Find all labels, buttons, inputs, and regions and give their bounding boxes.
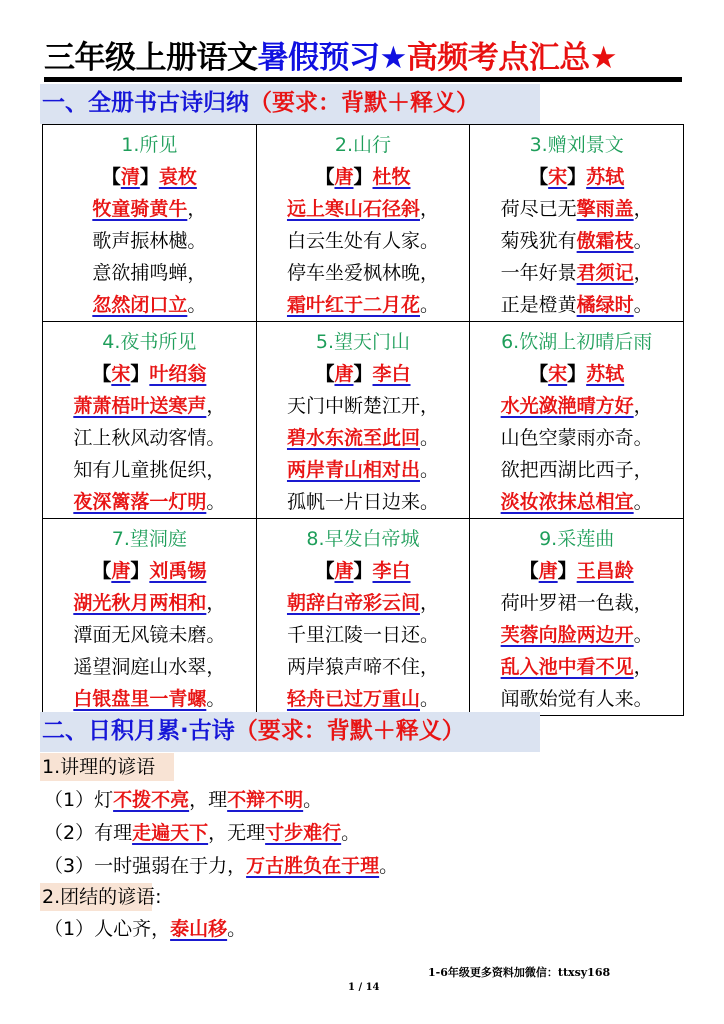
poem-dynasty: 清	[120, 166, 140, 188]
text: ，	[206, 592, 226, 614]
emphasized-text: 不拨不亮	[113, 789, 190, 811]
poem-title: 2.山行	[334, 134, 392, 156]
poem-line	[470, 651, 683, 683]
bracket-right: 】	[130, 363, 150, 385]
poem-line	[257, 651, 470, 683]
proverb-item	[44, 785, 322, 815]
text: 。	[633, 491, 653, 513]
poem-dynasty: 宋	[548, 363, 568, 385]
title-preview: 暑假预习	[257, 40, 380, 76]
text: （3）一时强弱在于力，	[44, 855, 247, 877]
poem-row	[43, 519, 684, 716]
text: ，	[633, 262, 653, 284]
poem-line	[257, 289, 470, 321]
emphasized-text: 寸步难行	[265, 822, 342, 844]
poem-line	[257, 225, 470, 257]
text: 。	[419, 459, 439, 481]
text: 闻歌始觉有人来。	[500, 688, 653, 710]
poem-title: 6.饮湖上初晴后雨	[501, 331, 653, 353]
text: 天门中断楚江开，	[286, 395, 439, 417]
bracket-left: 【	[315, 166, 335, 188]
poem-author	[470, 555, 683, 587]
emphasized-text: 万古胜负在于理	[246, 855, 380, 877]
text: 两岸猿声啼不住，	[286, 656, 439, 678]
text: ，	[633, 656, 653, 678]
poem-line	[257, 257, 470, 289]
bracket-left: 【	[92, 363, 112, 385]
poem-line	[470, 422, 683, 454]
proverb-item	[44, 914, 246, 944]
section-title: 一、全册书古诗归纳	[42, 90, 249, 116]
bracket-left: 【	[101, 166, 121, 188]
poem-title: 7.望洞庭	[111, 528, 187, 550]
poem-line	[470, 289, 683, 321]
emphasized-text: 不辩不明	[227, 789, 304, 811]
bracket-right: 】	[130, 560, 150, 582]
text: ，	[419, 592, 439, 614]
section-title: 二、日积月累·古诗	[42, 718, 235, 744]
poem-line	[257, 193, 470, 225]
poem-cell	[256, 322, 470, 519]
poem-title: 8.早发白帝城	[306, 528, 420, 550]
emphasized-text: 霜叶红于二月花	[286, 294, 420, 316]
poem-dynasty: 唐	[334, 363, 354, 385]
text: 。	[633, 230, 653, 252]
text: 潭面无风镜未磨。	[73, 624, 226, 646]
poem-line	[43, 486, 256, 518]
poem-title: 3.赠刘景文	[529, 134, 624, 156]
poem-line	[257, 390, 470, 422]
poem-cell	[43, 125, 257, 322]
bracket-right: 】	[353, 166, 373, 188]
text: 孤帆一片日边来。	[286, 491, 439, 513]
poem-line	[257, 454, 470, 486]
text: 。	[419, 294, 439, 316]
bracket-left: 【	[92, 560, 112, 582]
poem-cell	[43, 322, 257, 519]
text: 。	[206, 688, 226, 710]
poem-line	[470, 683, 683, 715]
poem-poet: 刘禹锡	[149, 560, 207, 582]
poem-dynasty: 唐	[334, 166, 354, 188]
poem-line	[470, 619, 683, 651]
emphasized-text: 擎雨盖	[576, 198, 634, 220]
emphasized-text: 忽然闭口立	[92, 294, 188, 316]
poem-line	[43, 651, 256, 683]
bracket-right: 】	[557, 560, 577, 582]
emphasized-text: 水光潋滟晴方好	[500, 395, 634, 417]
poem-line	[43, 683, 256, 715]
text: 千里江陵一日还。	[286, 624, 439, 646]
bracket-right: 】	[353, 560, 373, 582]
text: 。	[187, 294, 207, 316]
poem-poet: 苏轼	[586, 166, 625, 188]
poem-dynasty: 唐	[538, 560, 558, 582]
poem-poet: 苏轼	[586, 363, 625, 385]
section-heading-poems	[40, 84, 540, 124]
emphasized-text: 走遍天下	[132, 822, 209, 844]
subsection-heading-reasoning-proverbs: 1.讲理的谚语	[40, 753, 174, 781]
text: 。	[633, 294, 653, 316]
text: 。	[633, 624, 653, 646]
bracket-left: 【	[315, 363, 335, 385]
emphasized-text: 两岸青山相对出	[286, 459, 420, 481]
poem-line	[257, 486, 470, 518]
poem-author	[43, 161, 256, 193]
bracket-left: 【	[529, 166, 549, 188]
poem-author	[470, 358, 683, 390]
text: 一年好景	[500, 262, 577, 284]
poem-line	[470, 587, 683, 619]
star-icon: ★	[379, 40, 407, 76]
text: （1）人心齐，	[44, 918, 171, 940]
page-number: 1 / 14	[348, 982, 380, 993]
poem-line	[43, 289, 256, 321]
poem-cell	[256, 519, 470, 716]
title-keypoints: 高频考点汇总	[406, 40, 590, 76]
poem-line	[43, 257, 256, 289]
page-title	[44, 38, 682, 82]
poem-line	[43, 587, 256, 619]
poem-line	[43, 193, 256, 225]
emphasized-text: 碧水东流至此回	[286, 427, 420, 449]
text: （1）灯	[44, 789, 114, 811]
poem-author	[257, 358, 470, 390]
poem-author	[257, 161, 470, 193]
text: 荷叶罗裙一色裁，	[500, 592, 653, 614]
poem-table	[42, 124, 684, 716]
poem-line	[257, 587, 470, 619]
poem-line	[470, 486, 683, 518]
poem-title: 1.所见	[121, 134, 178, 156]
text: 遥望洞庭山水翠，	[73, 656, 226, 678]
poem-title: 5.望天门山	[315, 331, 411, 353]
title-grade: 三年级上册语文	[44, 40, 258, 76]
poem-dynasty: 唐	[111, 560, 131, 582]
poem-line	[470, 390, 683, 422]
poem-cell	[470, 519, 684, 716]
poem-row	[43, 322, 684, 519]
section-requirement: （要求：背默＋释义）	[249, 90, 479, 116]
bracket-right: 】	[567, 166, 587, 188]
poem-cell	[256, 125, 470, 322]
bracket-right: 】	[139, 166, 159, 188]
poem-line	[470, 257, 683, 289]
poem-line	[43, 454, 256, 486]
text: 。	[379, 855, 399, 877]
text: ，	[206, 395, 226, 417]
text: 白云生处有人家。	[286, 230, 439, 252]
poem-line	[43, 390, 256, 422]
text: 。	[419, 427, 439, 449]
poem-title: 4.夜书所见	[102, 331, 197, 353]
emphasized-text: 湖光秋月两相和	[73, 592, 207, 614]
text: ，理	[189, 789, 228, 811]
text: 。	[303, 789, 323, 811]
emphasized-text: 朝辞白帝彩云间	[286, 592, 420, 614]
emphasized-text: 轻舟已过万重山	[286, 688, 420, 710]
poem-poet: 叶绍翁	[149, 363, 207, 385]
text: ，	[633, 198, 653, 220]
text: （2）有理	[44, 822, 133, 844]
text: 。	[227, 918, 247, 940]
bracket-left: 【	[519, 560, 539, 582]
poem-cell	[470, 322, 684, 519]
poem-author	[43, 555, 256, 587]
star-icon: ★	[589, 40, 618, 76]
poem-line	[470, 225, 683, 257]
text: 。	[341, 822, 361, 844]
text: 停车坐爱枫林晚，	[286, 262, 439, 284]
text: 江上秋风动客情。	[73, 427, 226, 449]
poem-cell	[470, 125, 684, 322]
poem-line	[257, 422, 470, 454]
text: ，	[633, 395, 653, 417]
emphasized-text: 淡妆浓抹总相宜	[500, 491, 634, 513]
text: ，无理	[208, 822, 266, 844]
emphasized-text: 夜深篱落一灯明	[73, 491, 207, 513]
text: 歌声振林樾。	[92, 230, 207, 252]
poem-dynasty: 宋	[548, 166, 568, 188]
bracket-left: 【	[529, 363, 549, 385]
proverb-item	[44, 851, 398, 881]
text: 。	[419, 688, 439, 710]
poem-poet: 王昌龄	[576, 560, 634, 582]
emphasized-text: 萧萧梧叶送寒声	[73, 395, 207, 417]
poem-line	[257, 683, 470, 715]
footer-note: 1-6年级更多资料加微信：ttxsy168	[428, 966, 611, 979]
poem-cell	[43, 519, 257, 716]
bracket-right: 】	[567, 363, 587, 385]
poem-row	[43, 125, 684, 322]
poem-author	[43, 358, 256, 390]
poem-poet: 李白	[372, 363, 411, 385]
emphasized-text: 牧童骑黄牛	[92, 198, 188, 220]
bracket-left: 【	[315, 560, 335, 582]
text: ，	[419, 198, 439, 220]
poem-title: 9.采莲曲	[539, 528, 615, 550]
poem-dynasty: 宋	[111, 363, 131, 385]
emphasized-text: 君须记	[576, 262, 634, 284]
emphasized-text: 芙蓉向脸两边开	[500, 624, 634, 646]
poem-poet: 袁枚	[158, 166, 197, 188]
section-requirement: （要求：背默＋释义）	[234, 718, 465, 744]
poem-line	[43, 422, 256, 454]
poem-line	[470, 193, 683, 225]
emphasized-text: 橘绿时	[576, 294, 634, 316]
text: 知有儿童挑促织，	[73, 459, 226, 481]
text: 山色空蒙雨亦奇。	[500, 427, 653, 449]
emphasized-text: 白银盘里一青螺	[73, 688, 207, 710]
poem-poet: 杜牧	[372, 166, 411, 188]
poem-line	[257, 619, 470, 651]
poem-author	[257, 555, 470, 587]
subsection-heading-unity-proverbs: 2.团结的谚语:	[40, 883, 152, 911]
emphasized-text: 泰山移	[170, 918, 228, 940]
section-heading-daily-accumulation	[40, 712, 540, 752]
poem-poet: 李白	[372, 560, 411, 582]
poem-line	[43, 225, 256, 257]
text: 荷尽已无	[500, 198, 577, 220]
text: 正是橙黄	[500, 294, 577, 316]
text: ，	[187, 198, 207, 220]
poem-line	[470, 454, 683, 486]
emphasized-text: 傲霜枝	[576, 230, 634, 252]
text: 。	[206, 491, 226, 513]
text: 菊残犹有	[500, 230, 577, 252]
text: 意欲捕鸣蝉，	[92, 262, 207, 284]
poem-author	[470, 161, 683, 193]
poem-dynasty: 唐	[334, 560, 354, 582]
poem-line	[43, 619, 256, 651]
proverb-item	[44, 818, 360, 848]
bracket-right: 】	[353, 363, 373, 385]
text: 欲把西湖比西子，	[500, 459, 653, 481]
emphasized-text: 远上寒山石径斜	[286, 198, 420, 220]
emphasized-text: 乱入池中看不见	[500, 656, 634, 678]
